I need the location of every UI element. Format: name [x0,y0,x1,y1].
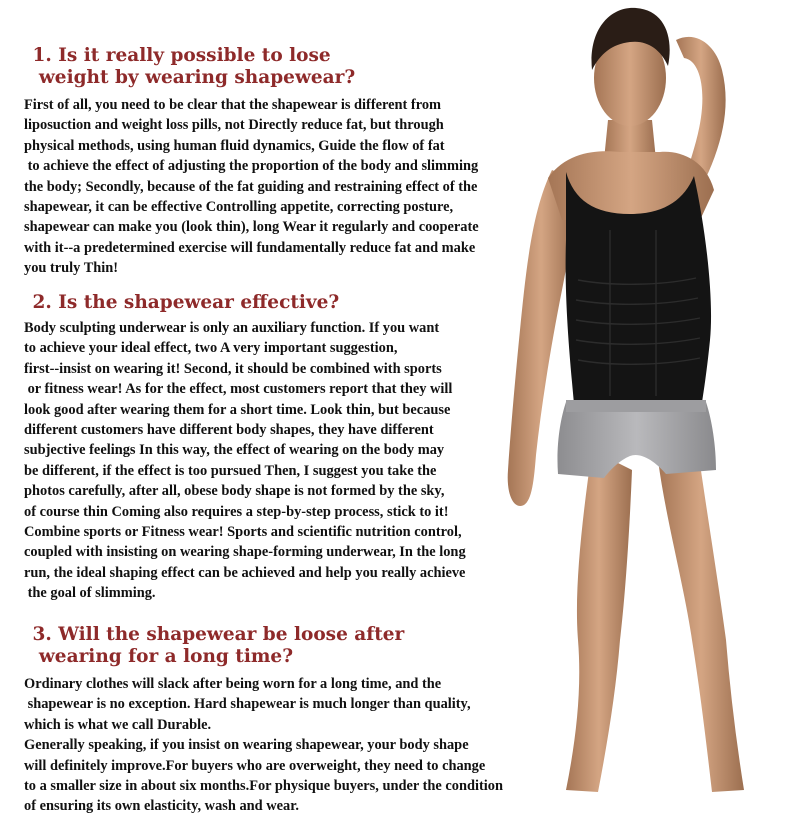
section-3-body [24,674,503,817]
section-3-line: will definitely improve.For buyers who are overweight, they need to change [24,757,486,774]
section-2-heading-line-1: 2. Is the shapewear effective? [26,292,340,313]
section-2-line: to achieve your ideal effect, two A very important suggestion, [24,340,398,357]
section-1-line: the body; Secondly, because of the fat guiding and restraining effect of the [24,178,478,195]
section-3-line: Ordinary clothes will slack after being worn for a long time, and the [24,676,442,692]
section-2-line: look good after wearing them for a short time. Look thin, but because [24,401,451,418]
section-2-line: or fitness wear! As for the effect, most customers report that they will [24,381,453,398]
section-2-line: be different, if the effect is too pursued Then, I suggest you take the [24,462,437,479]
section-3-line: of ensuring its own elasticity, wash and wear. [24,798,299,815]
section-1-line: physical methods, using human fluid dynamics, Guide the flow of fat [24,137,445,154]
section-1-line: you truly Thin! [24,260,119,277]
section-1-heading-line-1: 1. Is it really possible to lose [26,45,331,66]
shorts-waistband [566,400,706,412]
section-2-line: photos carefully, after all, obese body shape is not formed by the sky, [24,483,445,500]
section-1-body [24,95,479,279]
section-2-heading [26,292,339,314]
section-1-line: shapewear, it can be effective Controlling appetite, correcting posture, [24,199,454,216]
section-2-line: coupled with insisting on wearing shape-forming underwear, In the long [24,544,466,561]
section-1-heading [26,45,355,89]
boxer-shorts [557,402,716,478]
section-2-line: first--insist on wearing it! Second, it should be combined with sports [24,360,442,377]
section-1-line: liposuction and weight loss pills, not Directly reduce fat, but through [24,117,444,134]
section-3-line: Generally speaking, if you insist on wearing shapewear, your body shape [24,737,469,754]
section-3-heading-line-2: wearing for a long time? [26,646,294,667]
section-1-line: shapewear can make you (look thin), long Wear it regularly and cooperate [24,219,479,236]
section-1-line: to achieve the effect of adjusting the proportion of the body and slimming [24,158,479,175]
section-2-line: run, the ideal shaping effect can be achieved and help you really achieve [24,564,466,581]
section-2-line: Body sculpting underwear is only an auxiliary function. If you want [24,320,440,336]
section-3-line: to a smaller size in about six months.For physique buyers, under the condition [24,778,503,795]
section-1-line: with it--a predetermined exercise will fundamentally reduce fat and make [24,239,476,256]
section-2-line: Combine sports or Fitness wear! Sports and scientific nutrition control, [24,524,462,541]
left-leg [566,450,632,792]
section-2-line: of course thin Coming also requires a step-by-step process, stick to it! [24,503,449,520]
section-2-body [24,318,466,604]
section-3-heading [26,624,404,668]
section-2-line: the goal of slimming. [24,585,156,602]
section-2-line: different customers have different body shapes, they have different [24,422,434,439]
right-leg [658,450,744,792]
section-3-line: which is what we call Durable. [24,716,212,733]
section-3-line: shapewear is no exception. Hard shapewear is much longer than quality, [24,696,471,713]
section-3-heading-line-1: 3. Will the shapewear be loose after [26,624,405,645]
section-1-line: First of all, you need to be clear that the shapewear is different from [24,97,442,113]
model-photo [470,0,800,800]
section-1-heading-line-2: weight by wearing shapewear? [26,67,356,88]
section-2-line: subjective feelings In this way, the effect of wearing on the body may [24,442,445,459]
